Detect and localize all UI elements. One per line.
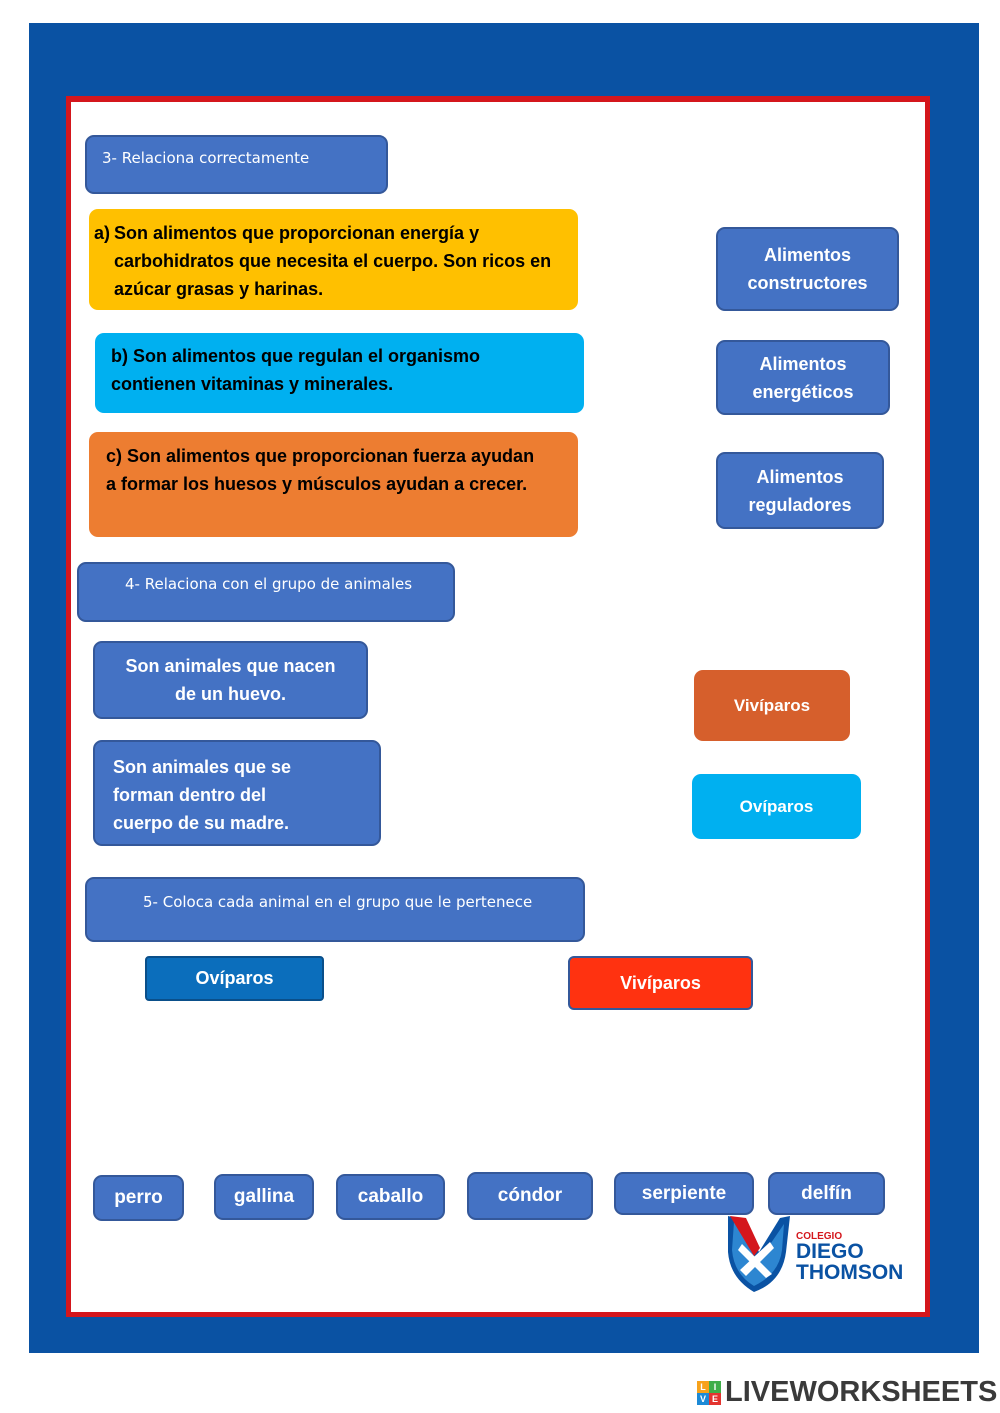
logo-small-text: COLEGIO: [796, 1231, 843, 1242]
statement-dentro-madre-text: Son animales que se forman dentro del cuerpo de su madre.: [113, 757, 292, 833]
live-badge-icon: L I V E: [697, 1381, 721, 1405]
animal-caballo-label: caballo: [357, 1186, 424, 1207]
statement-a-text: Son alimentos que proporcionan energía y carbohidratos que necesita el cuerpo. Son ricos en azúcar grasas y harinas.: [114, 223, 552, 299]
section3-heading: [85, 135, 388, 194]
option-alimentos-reguladores[interactable]: [716, 452, 884, 529]
option-alimentos-energeticos-label: Alimentos energéticos: [752, 353, 854, 402]
statement-c-text: c) Son alimentos que proporcionan fuerza ayudan a formar los huesos y músculos ayudan a crecer.: [106, 446, 535, 494]
animal-serpiente[interactable]: [614, 1172, 754, 1215]
statement-c[interactable]: [89, 432, 578, 537]
animal-condor[interactable]: [467, 1172, 593, 1220]
animal-gallina-label: gallina: [233, 1186, 295, 1207]
section4-heading: [77, 562, 455, 622]
section5-heading-text: 5- Coloca cada animal en el grupo que le pertenece: [143, 893, 533, 911]
logo-line1: DIEGO: [796, 1240, 864, 1263]
section4-heading-text: 4- Relaciona con el grupo de animales: [125, 575, 413, 593]
statement-b[interactable]: [95, 333, 584, 413]
option-viviparos[interactable]: [694, 670, 850, 741]
animal-condor-label: cóndor: [497, 1185, 563, 1206]
shield-icon: [724, 1212, 794, 1294]
animal-perro[interactable]: [93, 1175, 184, 1221]
option-viviparos-label: Vivíparos: [733, 695, 811, 715]
option-alimentos-energeticos[interactable]: [716, 340, 890, 415]
option-oviparos[interactable]: [692, 774, 861, 839]
option-alimentos-constructores-label: Alimentos constructores: [747, 245, 868, 293]
option-alimentos-constructores[interactable]: [716, 227, 899, 311]
section5-heading: [85, 877, 585, 942]
animal-serpiente-label: serpiente: [641, 1182, 727, 1204]
animal-delfin[interactable]: [768, 1172, 885, 1215]
animal-caballo[interactable]: [336, 1174, 445, 1220]
liveworksheets-brand: [697, 1376, 997, 1409]
group-oviparos-label: Ovíparos: [195, 968, 274, 988]
statement-a[interactable]: [89, 209, 578, 310]
section3-heading-text: 3- Relaciona correctamente: [102, 149, 310, 167]
statement-dentro-madre[interactable]: [93, 740, 381, 846]
school-logo: [724, 1212, 914, 1294]
group-oviparos[interactable]: [145, 956, 324, 1001]
group-viviparos[interactable]: [568, 956, 753, 1010]
group-viviparos-label: Vivíparos: [620, 972, 701, 993]
option-oviparos-label: Ovíparos: [739, 796, 814, 816]
liveworksheets-wordmark: LIVEWORKSHEETS: [725, 1376, 998, 1408]
statement-a-letter: a): [94, 223, 111, 243]
animal-perro-label: perro: [114, 1187, 163, 1208]
statement-nacen-huevo-text: Son animales que nacen de un huevo.: [125, 656, 336, 704]
statement-b-text: b) Son alimentos que regulan el organismo contienen vitaminas y minerales.: [111, 346, 481, 394]
statement-nacen-huevo[interactable]: [93, 641, 368, 719]
logo-line2: THOMSON: [796, 1261, 904, 1284]
animal-delfin-label: delfín: [801, 1182, 852, 1204]
animal-gallina[interactable]: [214, 1174, 314, 1220]
option-alimentos-reguladores-label: Alimentos reguladores: [748, 466, 852, 515]
